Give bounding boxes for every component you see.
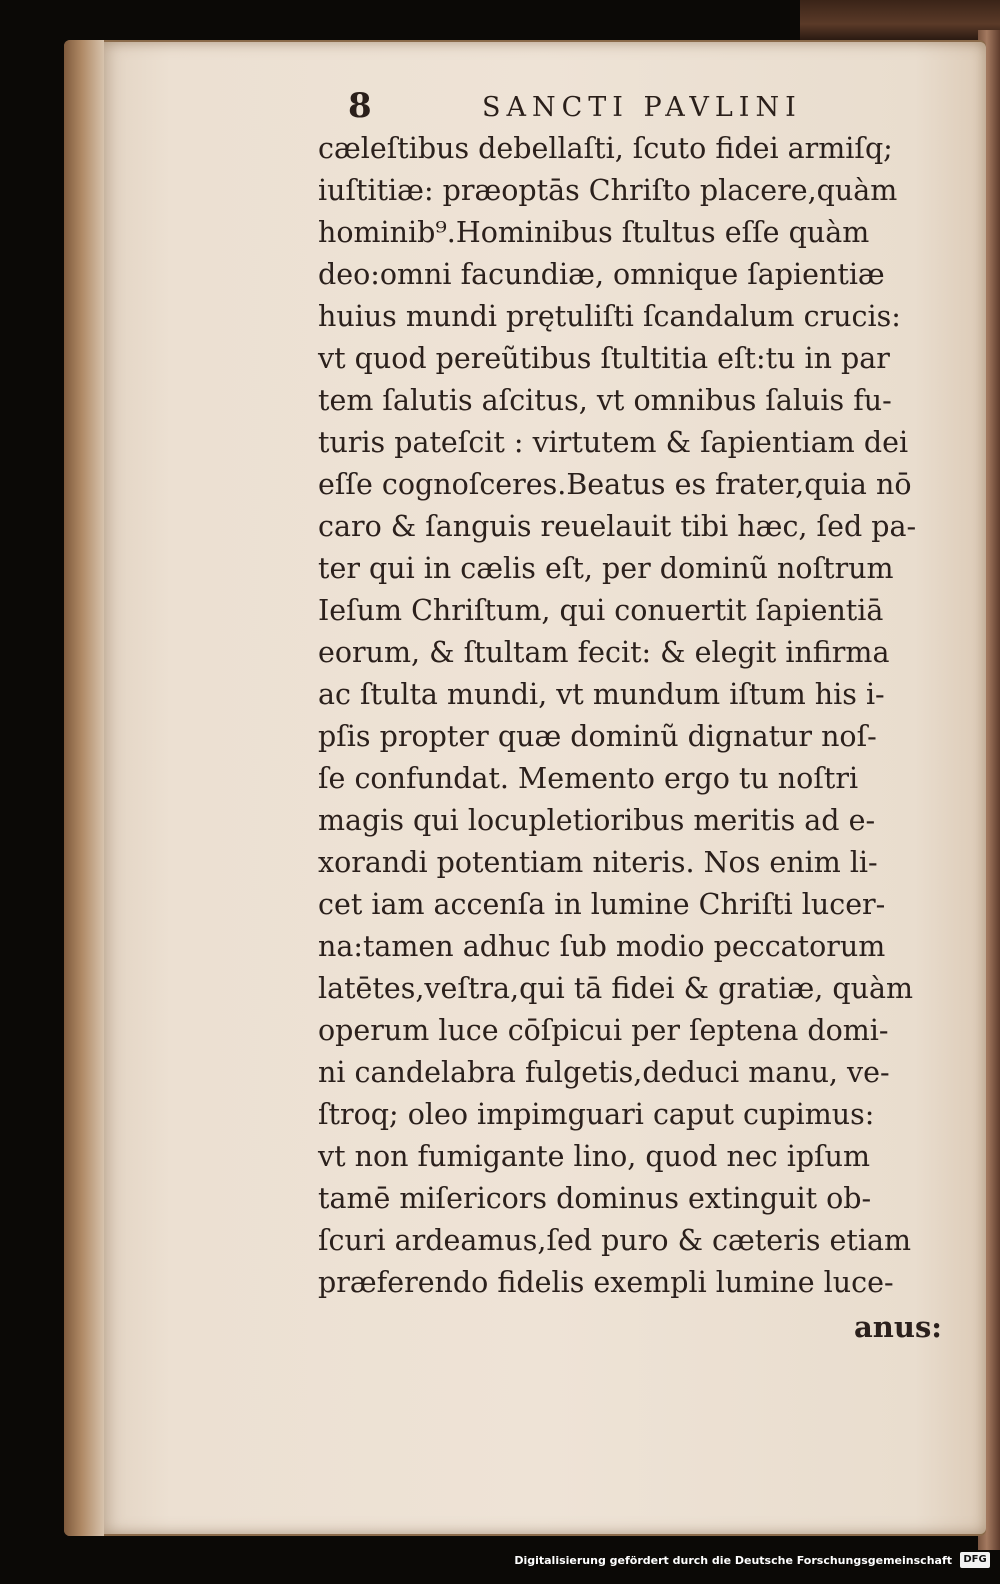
text-line: eorum, & ſtultam fecit: & elegit infirma — [318, 636, 890, 669]
text-line: hominib⁹.Hominibus ſtultus eſſe quàm — [318, 216, 870, 249]
text-line: pſis propter quæ dominũ dignatur noſ- — [318, 720, 877, 753]
text-line: iuſtitiæ: præoptās Chriſto placere,quàm — [318, 174, 898, 207]
text-line: operum luce cōſpicui per ſeptena domi- — [318, 1014, 889, 1047]
text-line: ni candelabra fulgetis,deduci manu, ve- — [318, 1056, 890, 1089]
text-line: ſcuri ardeamus,ſed puro & cæteris etiam — [318, 1224, 911, 1257]
text-line: na:tamen adhuc ſub modio peccatorum — [318, 930, 886, 963]
running-title: SANCTI PAVLINI — [482, 92, 802, 123]
text-line: latētes,veſtra,qui tā fidei & gratiæ, quàm — [318, 972, 914, 1005]
text-line: deo:omni facundiæ, omnique ſapientiæ — [318, 258, 885, 291]
text-line: cet iam accenſa in lumine Chriſti lucer- — [318, 888, 886, 921]
digitization-credit: Digitalisierung gefördert durch die Deutsche Forschungsgemeinschaft — [514, 1554, 952, 1567]
text-line: ſtroq; oleo impimguari caput cupimus: — [318, 1098, 875, 1131]
text-line: tem ſalutis aſcitus, vt omnibus ſaluis fu- — [318, 384, 892, 417]
text-line: magis qui locupletioribus meritis ad e- — [318, 804, 876, 837]
text-line: præferendo fidelis exempli lumine luce- — [318, 1266, 894, 1299]
page-header — [348, 86, 908, 126]
dfg-logo-icon: DFG — [960, 1552, 990, 1568]
text-line: eſſe cognoſceres.Beatus es frater,quia nō — [318, 468, 912, 501]
text-line: vt quod pereũtibus ſtultitia eſt:tu in par — [318, 342, 890, 375]
text-line: Ieſum Chriſtum, qui conuertit ſapientiā — [318, 594, 884, 627]
text-line: ſe confundat. Memento ergo tu noſtri — [318, 762, 859, 795]
text-line: tamē miſericors dominus extinguit ob- — [318, 1182, 872, 1215]
page-gutter — [64, 40, 104, 1536]
body-text — [318, 128, 958, 1304]
catchword: anus: — [854, 1310, 942, 1344]
text-line: turis pateſcit : virtutem & ſapientiam dei — [318, 426, 909, 459]
book-binding-top — [800, 0, 1000, 40]
text-line: vt non fumigante lino, quod nec ipſum — [318, 1140, 871, 1173]
text-line: caro & ſanguis reuelauit tibi hæc, ſed pa- — [318, 510, 917, 543]
text-line: cæleſtibus debellaſti, ſcuto fidei armiſq; — [318, 132, 893, 165]
text-line: huius mundi prętuliſti ſcandalum crucis: — [318, 300, 901, 333]
text-line: xorandi potentiam niteris. Nos enim li- — [318, 846, 878, 879]
text-line: ter qui in cælis eſt, per dominũ noſtrum — [318, 552, 894, 585]
text-line: ac ſtulta mundi, vt mundum iſtum his i- — [318, 678, 885, 711]
page-number: 8 — [348, 86, 372, 126]
